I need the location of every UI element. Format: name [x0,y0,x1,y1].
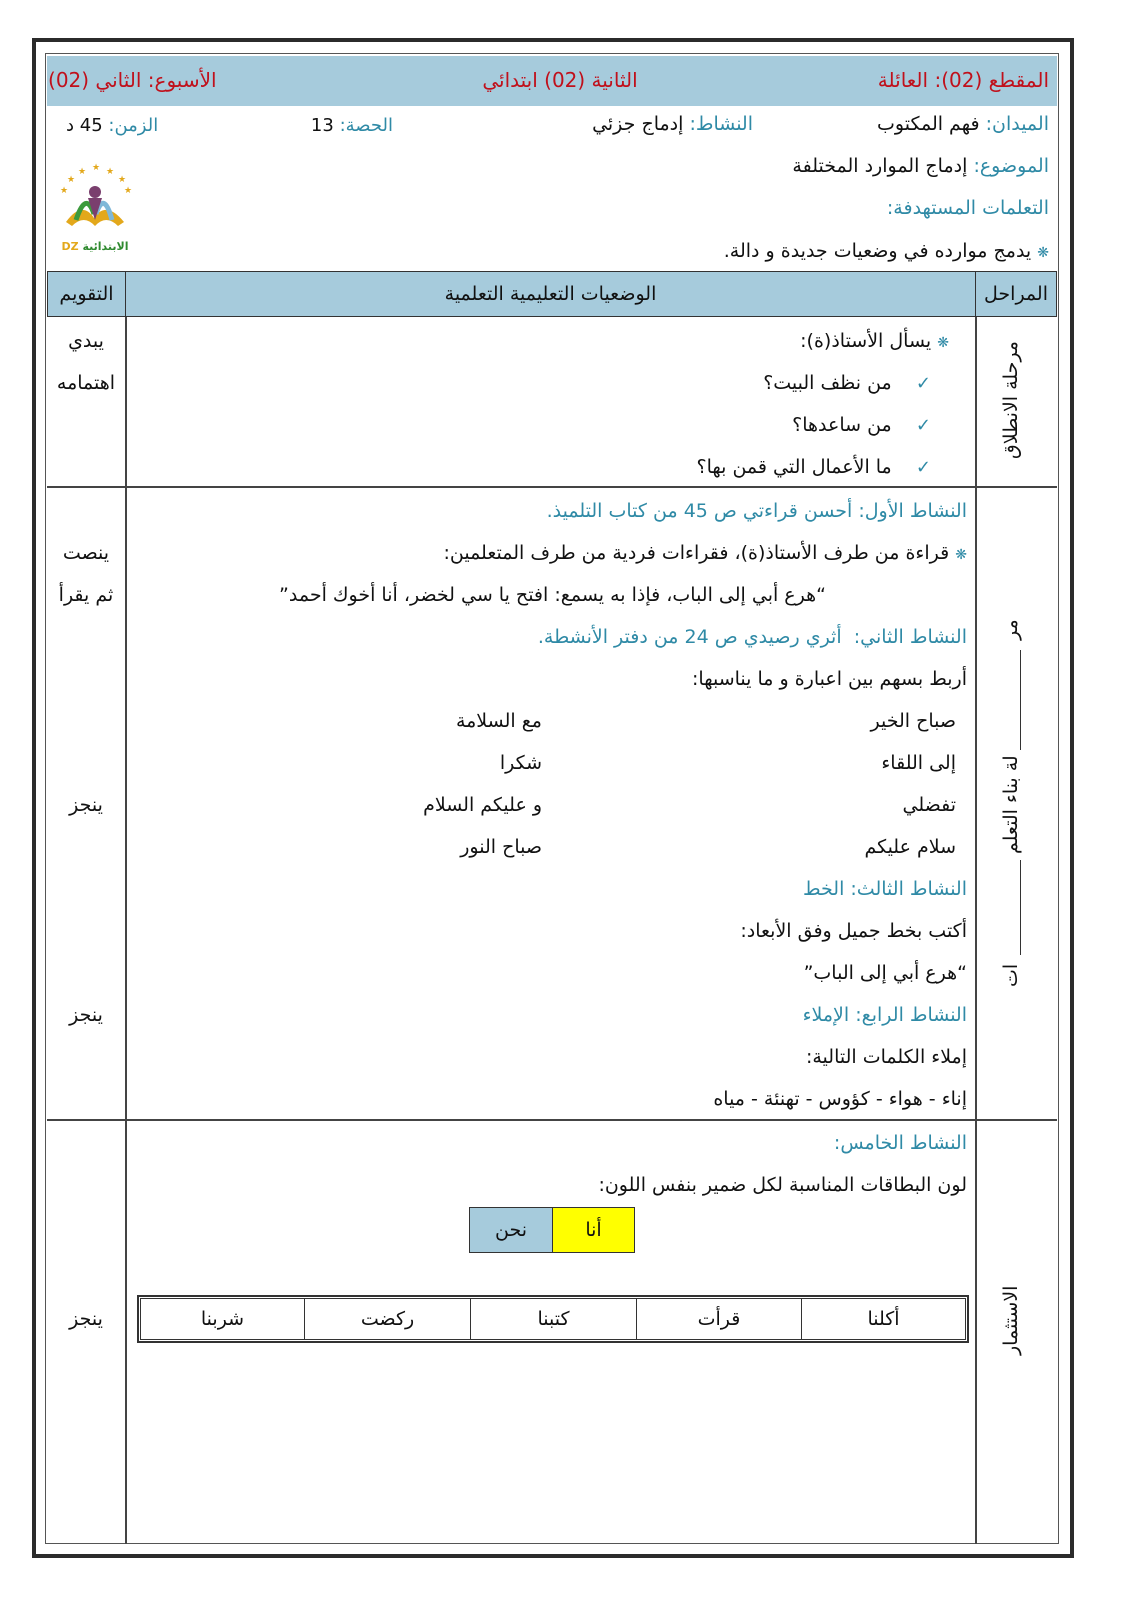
act3-title: النشاط الثالث: الخط [803,878,967,900]
act1-line: ❋ قراءة من طرف الأستاذ(ة)، فقراءات فردية من طرف المتعلمين: [443,542,967,564]
domain: الميدان: فهم المكتوب [877,113,1049,135]
stage1-q1: ✓ من نظف البيت؟ [763,372,931,394]
svg-text:★: ★ [60,186,69,196]
check-icon: ✓ [915,373,931,394]
act1-title: النشاط الأول: أحسن قراءتي ص 45 من كتاب التلميذ. [546,500,967,522]
match-right-2: إلى اللقاء [881,752,956,774]
svg-text:★: ★ [118,175,127,185]
week: الأسبوع: الثاني (02) [48,68,217,92]
stage2-eval-4: ينجز [69,1004,103,1026]
time: الزمن: 45 د [66,115,159,136]
school-logo [52,160,138,260]
snowflake-bullet-icon: ❋ [955,547,967,563]
row-divider-2 [47,1119,1057,1121]
svg-text:★: ★ [92,163,101,173]
act1-quote: “هرع أبي إلى الباب، فإذا به يسمع: افتح يا سي لخضر، أنا أخوك أحمد” [279,584,826,606]
stage2-stretch-line-2 [1020,860,1021,955]
match-right-3: تفضلي [902,794,956,816]
stage1-q2: ✓ من ساعدها؟ [792,414,931,436]
level: الثانية (02) ابتدائي [482,68,638,92]
stage2-eval-3: ينجز [69,794,103,816]
stage2-name-part2: لة بناء التعلم [1000,755,1022,855]
activity: النشاط: إدماج جزئي [592,113,753,135]
act5-instruction: لون البطاقات المناسبة لكل ضمير بنفس اللون: [598,1174,967,1196]
stage3-eval: ينجز [69,1308,103,1330]
logo-caption: DZ الابتدائية [61,240,129,253]
card-3[interactable]: كتبنا [470,1298,637,1340]
th-situations: الوضعيات التعليمية التعلمية [125,271,976,317]
check-icon: ✓ [915,415,931,436]
card-1[interactable]: أكلنا [801,1298,966,1340]
act2-title: النشاط الثاني: أثري رصيدي ص 24 من دفتر الأنشطة. [537,626,967,648]
match-left-1: مع السلامة [455,710,542,732]
stage2-name-part3: ات [1000,963,1022,987]
svg-text:★: ★ [67,175,76,185]
segment: المقطع (02): العائلة [877,68,1049,92]
card-2[interactable]: قرأت [636,1298,802,1340]
stage3-name: الاستثمار [1000,1285,1022,1355]
match-left-3: و عليكم السلام [423,794,542,816]
topic: الموضوع: إدماج الموارد المختلفة [792,155,1049,177]
col-divider-left [125,317,127,1544]
card-5[interactable]: شربنا [140,1298,305,1340]
pronoun-nahnu-card[interactable]: نحن [469,1207,553,1253]
match-left-2: شكرا [499,752,542,774]
act3-quote: “هرع أبي إلى الباب” [803,962,967,984]
act2-instruction: أربط بسهم بين اعبارة و ما يناسبها: [692,668,967,690]
stage1-intro: ❋ يسأل الأستاذ(ة): [800,330,949,352]
stage2-eval-1: ينصت [62,542,110,564]
act3-instruction: أكتب بخط جميل وفق الأبعاد: [740,920,967,942]
snowflake-bullet-icon: ❋ [1037,245,1049,261]
check-icon: ✓ [915,457,931,478]
act5-title: النشاط الخامس: [833,1132,967,1154]
card-4[interactable]: ركضت [304,1298,471,1340]
svg-text:★: ★ [106,167,115,177]
stage1-name: مرحلة الانطلاق [1000,341,1022,459]
col-divider-right [975,317,977,1544]
session: الحصة: 13 [310,115,393,136]
snowflake-bullet-icon: ❋ [937,335,949,351]
th-evaluation: التقويم [47,271,126,317]
th-stages: المراحل [975,271,1057,317]
stage2-stretch-line-1 [1020,650,1021,750]
act4-title: النشاط الرابع: الإملاء [802,1004,967,1026]
svg-text:★: ★ [124,186,133,196]
act4-instruction: إملاء الكلمات التالية: [805,1046,967,1068]
pronoun-ana-card[interactable]: أنا [552,1207,635,1253]
stage1-q3: ✓ ما الأعمال التي قمن بها؟ [696,456,931,478]
row-divider-1 [47,486,1057,488]
targets-label: التعلمات المستهدفة: [886,197,1049,219]
target-item: ❋ يدمج موارده في وضعيات جديدة و دالة. [723,240,1049,262]
stage2-eval-2: ثم يقرأ [58,584,114,606]
stage1-eval-2: اهتمامه [56,372,116,394]
stage1-eval-1: يبدي [68,330,104,352]
svg-text:★: ★ [78,167,87,177]
match-right-1: صباح الخير [870,710,956,732]
match-left-4: صباح النور [460,836,542,858]
stage2-name-part1: مر [1000,619,1022,641]
match-right-4: سلام عليكم [864,836,956,858]
act4-words: إناء - هواء - كؤوس - تهنئة - مياه [713,1088,967,1110]
